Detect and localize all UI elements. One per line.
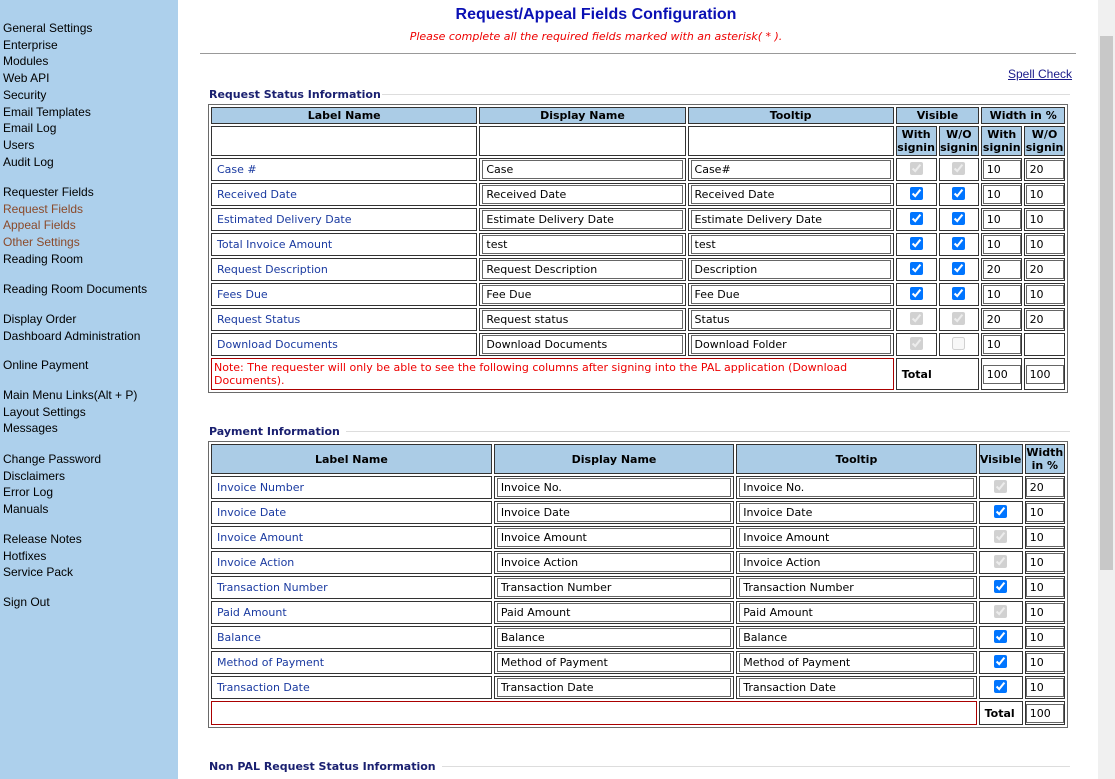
- table-row: [211, 601, 1065, 624]
- checkbox-cell: [939, 283, 980, 306]
- table-row: [211, 551, 1065, 574]
- width-cell: [1025, 501, 1065, 524]
- display-name-cell: [494, 601, 734, 624]
- checkbox-cell: [939, 158, 980, 181]
- table-row: [211, 501, 1065, 524]
- checkbox-cell: [896, 333, 937, 356]
- display-name-input[interactable]: [482, 235, 682, 254]
- field-label: Estimated Delivery Date: [211, 208, 477, 231]
- display-name-input[interactable]: [497, 653, 731, 672]
- visible-checkbox[interactable]: [994, 580, 1007, 593]
- width-input[interactable]: [1026, 578, 1064, 597]
- width-with-signin-input[interactable]: [983, 160, 1021, 179]
- header-divider: [200, 53, 1076, 54]
- tooltip-cell: [688, 208, 894, 231]
- tooltip-cell: [736, 551, 976, 574]
- display-name-cell: [479, 208, 685, 231]
- display-name-cell: [494, 501, 734, 524]
- visible-wo-signin-checkbox[interactable]: [952, 262, 965, 275]
- tooltip-input[interactable]: [691, 335, 891, 354]
- checkbox-cell: [979, 501, 1023, 524]
- nav-group: [0, 387, 137, 437]
- visible-checkbox[interactable]: [994, 530, 1007, 543]
- checkbox-cell: [896, 233, 937, 256]
- table-row: [211, 258, 1065, 281]
- sidebar-item[interactable]: Layout Settings: [3, 404, 86, 419]
- tooltip-cell: [688, 158, 894, 181]
- width-with-signin-input[interactable]: [983, 335, 1021, 354]
- sidebar-item[interactable]: Error Log: [3, 485, 54, 500]
- checkbox-cell: [979, 676, 1023, 699]
- width-wo-signin-input[interactable]: [1026, 235, 1064, 254]
- visible-wo-signin-checkbox[interactable]: [952, 287, 965, 300]
- width-cell: [1024, 158, 1065, 181]
- visible-checkbox[interactable]: [994, 505, 1007, 518]
- sidebar-item[interactable]: Enterprise: [3, 37, 58, 52]
- width-input[interactable]: [1026, 503, 1064, 522]
- display-name-cell: [494, 651, 734, 674]
- total-width-wo-signin[interactable]: [1026, 365, 1064, 384]
- visible-checkbox[interactable]: [994, 630, 1007, 643]
- nav-group: [0, 594, 50, 611]
- col-width: Width in %: [981, 107, 1065, 124]
- width-cell: [981, 158, 1022, 181]
- display-name-cell: [479, 333, 685, 356]
- tooltip-input[interactable]: [691, 185, 891, 204]
- visible-checkbox[interactable]: [994, 480, 1007, 493]
- main-content: [178, 0, 1098, 779]
- col-width-wo-signin: W/O signin: [1025, 128, 1064, 154]
- visible-with-signin-checkbox[interactable]: [910, 312, 923, 325]
- display-name-input[interactable]: [482, 285, 682, 304]
- tooltip-input[interactable]: [691, 310, 891, 329]
- col-visible-with-signin: With signin: [897, 128, 935, 154]
- table-row: [211, 333, 1065, 356]
- visible-wo-signin-checkbox[interactable]: [952, 237, 965, 250]
- field-label: Request Status: [211, 308, 477, 331]
- sidebar-item[interactable]: Display Order: [3, 312, 77, 326]
- checkbox-cell: [896, 183, 937, 206]
- page-title: Request/Appeal Fields Configuration: [455, 6, 737, 23]
- width-input[interactable]: [1026, 528, 1064, 547]
- width-with-signin-input[interactable]: [983, 285, 1021, 304]
- sidebar-item[interactable]: Audit Log: [3, 154, 54, 169]
- visible-with-signin-checkbox[interactable]: [910, 212, 923, 225]
- table-row: [211, 576, 1065, 599]
- width-wo-signin-input[interactable]: [1026, 185, 1064, 204]
- sidebar-item[interactable]: Service Pack: [3, 565, 74, 580]
- sidebar-item[interactable]: Disclaimers: [3, 468, 66, 483]
- tooltip-input[interactable]: [739, 503, 973, 522]
- width-cell: [981, 258, 1022, 281]
- visible-wo-signin-checkbox[interactable]: [952, 162, 965, 175]
- col-display-name: Display Name: [494, 444, 734, 474]
- sidebar-item[interactable]: Requester Fields: [3, 185, 94, 199]
- tooltip-cell: [736, 601, 976, 624]
- width-cell: [1024, 233, 1065, 256]
- tooltip-input[interactable]: [739, 553, 973, 572]
- tooltip-input[interactable]: [739, 628, 973, 647]
- payment-section-title: Payment Information: [209, 425, 340, 438]
- display-name-cell: [479, 258, 685, 281]
- visible-wo-signin-checkbox[interactable]: [952, 212, 965, 225]
- display-name-input[interactable]: [497, 603, 731, 622]
- field-label: Case #: [211, 158, 477, 181]
- section-divider: [382, 94, 1070, 95]
- width-cell: [981, 233, 1022, 256]
- width-with-signin-input[interactable]: [983, 210, 1021, 229]
- display-name-input[interactable]: [497, 528, 731, 547]
- section-divider: [346, 431, 1070, 432]
- col-visible: Visible: [896, 107, 980, 124]
- width-with-signin-input[interactable]: [983, 260, 1021, 279]
- display-name-input[interactable]: [497, 578, 731, 597]
- width-cell: [981, 183, 1022, 206]
- request-status-section-title: Request Status Information: [209, 88, 381, 101]
- table-row: [211, 158, 1065, 181]
- tooltip-input[interactable]: [691, 210, 891, 229]
- request-status-table: [208, 104, 1068, 393]
- signin-note: Note: The requester will only be able to see the following columns after signing into the PAL application (Download Documents).: [211, 358, 894, 390]
- checkbox-cell: [979, 601, 1023, 624]
- tooltip-cell: [688, 283, 894, 306]
- width-cell: [1025, 551, 1065, 574]
- field-label: Transaction Date: [211, 676, 492, 699]
- checkbox-cell: [939, 258, 980, 281]
- field-label: Invoice Action: [211, 551, 492, 574]
- tooltip-cell: [736, 651, 976, 674]
- visible-checkbox[interactable]: [994, 655, 1007, 668]
- tooltip-cell: [736, 676, 976, 699]
- col-label-name: Label Name: [211, 107, 477, 124]
- width-cell: [1025, 626, 1065, 649]
- checkbox-cell: [939, 333, 980, 356]
- table-row: [211, 526, 1065, 549]
- width-input[interactable]: [1026, 603, 1064, 622]
- display-name-cell: [479, 283, 685, 306]
- visible-with-signin-checkbox[interactable]: [910, 337, 923, 350]
- checkbox-cell: [979, 551, 1023, 574]
- field-label: Fees Due: [211, 283, 477, 306]
- display-name-input[interactable]: [482, 335, 682, 354]
- width-wo-signin-input[interactable]: [1026, 310, 1064, 329]
- col-width-with-signin: With signin: [982, 128, 1021, 154]
- width-wo-signin-input[interactable]: [1026, 285, 1064, 304]
- width-with-signin-input[interactable]: [983, 185, 1021, 204]
- tooltip-cell: [736, 526, 976, 549]
- nav-group: [0, 20, 92, 170]
- tooltip-input[interactable]: [739, 678, 973, 697]
- table-row: [211, 233, 1065, 256]
- sidebar-item[interactable]: Release Notes: [3, 532, 82, 546]
- field-label: Received Date: [211, 183, 477, 206]
- field-label: Invoice Date: [211, 501, 492, 524]
- field-label: Total Invoice Amount: [211, 233, 477, 256]
- table-row: [211, 476, 1065, 499]
- visible-checkbox[interactable]: [994, 555, 1007, 568]
- nav-group: [0, 311, 140, 344]
- tooltip-cell: [688, 333, 894, 356]
- payment-note-cell: [211, 701, 977, 725]
- sidebar-item[interactable]: Online Payment: [3, 358, 89, 372]
- checkbox-cell: [896, 283, 937, 306]
- col-visible-wo-signin: W/O signin: [940, 128, 978, 154]
- non-pal-section-title: Non PAL Request Status Information: [209, 760, 436, 773]
- width-input[interactable]: [1026, 628, 1064, 647]
- width-wo-signin-input[interactable]: [1026, 210, 1064, 229]
- tooltip-cell: [736, 501, 976, 524]
- width-cell: [1024, 183, 1065, 206]
- width-with-signin-input[interactable]: [983, 235, 1021, 254]
- width-cell: [1024, 258, 1065, 281]
- tooltip-cell: [688, 308, 894, 331]
- sidebar-item[interactable]: Hotfixes: [3, 548, 47, 563]
- table-row: [211, 626, 1065, 649]
- checkbox-cell: [979, 651, 1023, 674]
- display-name-input[interactable]: [482, 160, 682, 179]
- total-wo-cell: [1024, 358, 1065, 390]
- checkbox-cell: [939, 183, 980, 206]
- width-input[interactable]: [1026, 678, 1064, 697]
- tooltip-cell: [688, 258, 894, 281]
- total-width-with-signin[interactable]: [983, 365, 1021, 384]
- table-row: [211, 208, 1065, 231]
- tooltip-input[interactable]: [739, 653, 973, 672]
- sidebar-item[interactable]: Request Fields: [3, 201, 84, 216]
- width-cell: [981, 208, 1022, 231]
- field-label: Balance: [211, 626, 492, 649]
- width-cell: [1025, 476, 1065, 499]
- nav-group: [0, 357, 88, 374]
- display-name-cell: [479, 308, 685, 331]
- sidebar-item[interactable]: Web API: [3, 71, 50, 86]
- display-name-input[interactable]: [497, 628, 731, 647]
- width-wo-signin-input[interactable]: [1026, 160, 1064, 179]
- tooltip-input[interactable]: [691, 285, 891, 304]
- visible-with-signin-checkbox[interactable]: [910, 287, 923, 300]
- display-name-input[interactable]: [497, 553, 731, 572]
- checkbox-cell: [979, 526, 1023, 549]
- total-with-cell: [981, 358, 1022, 390]
- width-cell: [1024, 333, 1065, 356]
- tooltip-input[interactable]: [691, 235, 891, 254]
- width-cell: [1024, 283, 1065, 306]
- sidebar-item[interactable]: General Settings: [3, 21, 93, 35]
- checkbox-cell: [939, 308, 980, 331]
- sidebar-nav: [0, 0, 178, 779]
- field-label: Download Documents: [211, 333, 477, 356]
- total-label: Total: [896, 358, 980, 390]
- col-tooltip: Tooltip: [688, 107, 894, 124]
- tooltip-input[interactable]: [739, 603, 973, 622]
- visible-checkbox[interactable]: [994, 605, 1007, 618]
- display-name-input[interactable]: [482, 185, 682, 204]
- checkbox-cell: [979, 626, 1023, 649]
- visible-wo-signin-checkbox[interactable]: [952, 337, 965, 350]
- nav-group: [0, 531, 82, 581]
- width-cell: [981, 308, 1022, 331]
- visible-wo-signin-checkbox[interactable]: [952, 312, 965, 325]
- col-width: Width in %: [1026, 446, 1064, 472]
- display-name-cell: [494, 551, 734, 574]
- sidebar-item[interactable]: Security: [3, 87, 47, 102]
- nav-group: [0, 451, 101, 518]
- field-label: Paid Amount: [211, 601, 492, 624]
- display-name-input[interactable]: [482, 210, 682, 229]
- table-row: [211, 651, 1065, 674]
- tooltip-cell: [688, 233, 894, 256]
- field-label: Request Description: [211, 258, 477, 281]
- total-cell: [1025, 701, 1065, 725]
- scrollbar-thumb[interactable]: [1100, 36, 1113, 570]
- visible-with-signin-checkbox[interactable]: [910, 162, 923, 175]
- table-row: [211, 676, 1065, 699]
- display-name-input[interactable]: [497, 678, 731, 697]
- sidebar-item[interactable]: Change Password: [3, 452, 102, 466]
- visible-with-signin-checkbox[interactable]: [910, 237, 923, 250]
- sidebar-item[interactable]: Reading Room: [3, 251, 84, 266]
- sidebar-item[interactable]: Manuals: [3, 502, 49, 517]
- width-cell: [1024, 208, 1065, 231]
- display-name-cell: [494, 526, 734, 549]
- display-name-cell: [479, 183, 685, 206]
- table-row: [211, 283, 1065, 306]
- header-spacer: [688, 126, 894, 156]
- checkbox-cell: [979, 476, 1023, 499]
- sidebar-item[interactable]: Sign Out: [3, 595, 50, 609]
- sidebar-item[interactable]: Appeal Fields: [3, 218, 76, 233]
- tooltip-input[interactable]: [691, 260, 891, 279]
- col-tooltip: Tooltip: [736, 444, 976, 474]
- checkbox-cell: [939, 233, 980, 256]
- width-cell: [981, 333, 1022, 356]
- field-label: Invoice Number: [211, 476, 492, 499]
- visible-with-signin-checkbox[interactable]: [910, 262, 923, 275]
- field-label: Transaction Number: [211, 576, 492, 599]
- sidebar-item[interactable]: Modules: [3, 54, 49, 69]
- col-visible: Visible: [979, 444, 1023, 474]
- checkbox-cell: [896, 308, 937, 331]
- field-label: Invoice Amount: [211, 526, 492, 549]
- checkbox-cell: [896, 258, 937, 281]
- tooltip-cell: [736, 476, 976, 499]
- checkbox-cell: [896, 208, 937, 231]
- checkbox-cell: [979, 576, 1023, 599]
- display-name-cell: [479, 233, 685, 256]
- sidebar-item[interactable]: Messages: [3, 421, 58, 436]
- display-name-input[interactable]: [482, 310, 682, 329]
- display-name-cell: [494, 476, 734, 499]
- width-cell: [1025, 651, 1065, 674]
- width-cell: [1025, 601, 1065, 624]
- sidebar-item[interactable]: Reading Room Documents: [3, 282, 148, 296]
- field-label: Method of Payment: [211, 651, 492, 674]
- sidebar-item[interactable]: Dashboard Administration: [3, 328, 141, 343]
- tooltip-input[interactable]: [739, 578, 973, 597]
- tooltip-input[interactable]: [691, 160, 891, 179]
- width-cell: [1025, 676, 1065, 699]
- tooltip-input[interactable]: [739, 478, 973, 497]
- display-name-cell: [494, 576, 734, 599]
- required-fields-notice: Please complete all the required fields marked with an asterisk( * ).: [409, 30, 783, 43]
- payment-table: [208, 441, 1068, 728]
- header-spacer: [211, 126, 477, 156]
- width-input[interactable]: [1026, 478, 1064, 497]
- width-wo-signin-input[interactable]: [1026, 260, 1064, 279]
- col-display-name: Display Name: [479, 107, 685, 124]
- tooltip-cell: [736, 576, 976, 599]
- nav-group: [0, 281, 147, 298]
- width-input[interactable]: [1026, 653, 1064, 672]
- visible-wo-signin-checkbox[interactable]: [952, 187, 965, 200]
- visible-with-signin-checkbox[interactable]: [910, 187, 923, 200]
- tooltip-cell: [736, 626, 976, 649]
- display-name-cell: [494, 676, 734, 699]
- display-name-input[interactable]: [497, 503, 731, 522]
- total-width[interactable]: [1026, 704, 1064, 723]
- sidebar-item[interactable]: Email Templates: [3, 104, 91, 119]
- table-row: [211, 308, 1065, 331]
- sidebar-item[interactable]: Main Menu Links(Alt + P): [3, 388, 138, 402]
- width-cell: [981, 283, 1022, 306]
- nav-group: [0, 184, 94, 268]
- checkbox-cell: [896, 158, 937, 181]
- spell-check-link[interactable]: Spell Check: [1008, 67, 1073, 81]
- total-label: Total: [979, 701, 1023, 725]
- checkbox-cell: [939, 208, 980, 231]
- width-cell: [1024, 308, 1065, 331]
- width-input[interactable]: [1026, 553, 1064, 572]
- display-name-input[interactable]: [482, 260, 682, 279]
- sidebar-item[interactable]: Users: [3, 137, 35, 152]
- sidebar-item[interactable]: Email Log: [3, 121, 57, 136]
- display-name-input[interactable]: [497, 478, 731, 497]
- section-divider: [442, 766, 1070, 767]
- display-name-cell: [494, 626, 734, 649]
- tooltip-input[interactable]: [739, 528, 973, 547]
- width-cell: [1025, 526, 1065, 549]
- col-label-name: Label Name: [211, 444, 492, 474]
- width-cell: [1025, 576, 1065, 599]
- visible-checkbox[interactable]: [994, 680, 1007, 693]
- tooltip-cell: [688, 183, 894, 206]
- width-with-signin-input[interactable]: [983, 310, 1021, 329]
- sidebar-item[interactable]: Other Settings: [3, 235, 80, 250]
- table-row: [211, 183, 1065, 206]
- display-name-cell: [479, 158, 685, 181]
- header-spacer: [479, 126, 685, 156]
